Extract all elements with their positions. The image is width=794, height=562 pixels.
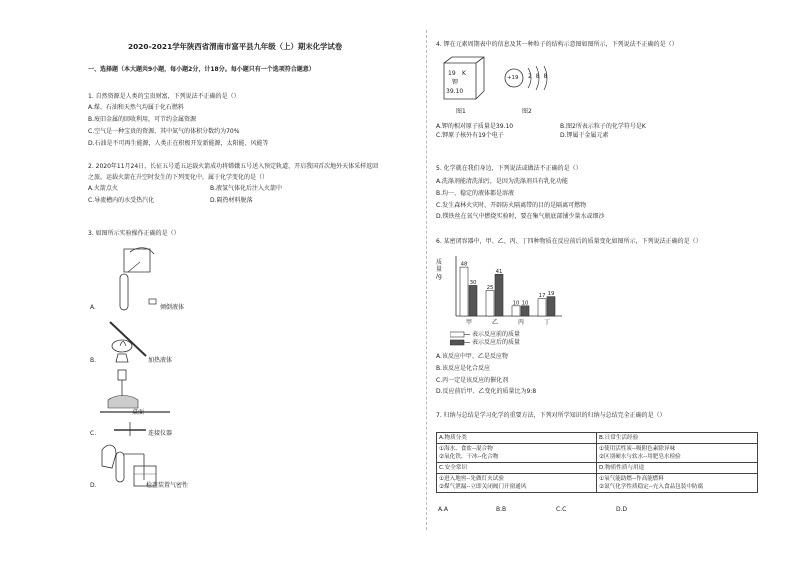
cell-c-head: C.安全常识 <box>439 465 468 471</box>
data-label-甲-before: 48 <box>460 261 468 268</box>
bar-丙-after <box>521 306 529 316</box>
q5-option-d: D.镁铁丝在氧气中燃烧实验时，要在集气瓶底部铺少量水或细沙 <box>436 213 605 220</box>
q5-option-b: B.均一、稳定的液体都是溶液 <box>436 190 515 197</box>
bar-丁-before <box>538 299 546 316</box>
q6-stem: 6. 某密闭容器中，甲、乙、丙、丁四种物质在反应前后的质量变化如图所示，下列说法正确的是（） <box>436 238 702 245</box>
data-label-甲-after: 30 <box>469 279 477 286</box>
cell-c-body <box>437 474 597 493</box>
data-label-丁-after: 19 <box>547 291 555 298</box>
q4-option-c: C.钾原子核外有19个电子 <box>436 132 504 139</box>
bar-丙-before <box>512 306 520 316</box>
category-label-丙: 丙 <box>517 319 525 326</box>
cell-a-body <box>437 444 597 463</box>
tile-atomic-number: 19 <box>448 70 456 77</box>
q7-stem: 7. 归纳与总结是学习化学的重要方法，下列对所学知识的归纳与总结完全正确的是（） <box>436 412 666 419</box>
q3-option-d-label: D. <box>90 482 97 489</box>
cell-d-body <box>597 474 758 493</box>
tile-name: 钾 <box>452 79 459 86</box>
q6-option-b: B.该反应是化合反应 <box>436 365 491 372</box>
q3-option-d-text: 检查装置气密性 <box>146 482 189 489</box>
element-tile-illustration <box>438 55 488 103</box>
bottle-stopper-icon <box>148 298 158 306</box>
cell-b-line1: ①使用活性炭--吸附色素除异味 <box>599 446 676 452</box>
data-label-乙-before: 25 <box>486 285 494 292</box>
bar-甲-before <box>460 267 468 316</box>
q5-option-c: C.发生森林火灾时，开辟防火隔离带的目的是隔离可燃物 <box>436 202 587 209</box>
q3-option-b-text: 加热液体 <box>148 357 173 364</box>
q2-option-c: C.导流槽内的水受热汽化 <box>88 197 155 204</box>
bar-乙-before <box>486 291 494 316</box>
data-label-丙-after: 10 <box>521 300 529 307</box>
column-divider <box>426 30 427 530</box>
legend-after-label: 表示反应后的质量 <box>472 339 521 346</box>
bar-乙-after <box>495 274 503 316</box>
q3-option-b-label: B. <box>90 357 97 364</box>
q4-stem: 4. 钾在元素周期表中的信息及其一种粒子的结构示意图如图所示，下列说法不正确的是（） <box>436 41 678 48</box>
cell-c-line1: ①进入地窖--先做灯火试验 <box>439 476 504 482</box>
cell-d-head: D.物质性质与用途 <box>599 465 645 471</box>
q2-option-a: A.火箭点火 <box>88 185 118 192</box>
cell-c-line2: ②煤气泄漏--立即关闭阀门开窗通风 <box>439 484 527 490</box>
cell-c <box>437 463 597 474</box>
bar-甲-after <box>469 285 477 316</box>
cell-b-line2: ②区别硬水与软水--用肥皂水检验 <box>599 454 681 460</box>
cell-a <box>437 433 597 444</box>
chart-y-label-3: /g <box>436 273 442 280</box>
q1-option-b: B.废旧金属的回收利用，可节约金属资源 <box>88 116 197 123</box>
q6-option-d: D.反应前后甲、乙变化的质量比为9:8 <box>436 388 537 395</box>
legend-swatch-before <box>450 332 464 337</box>
q6-option-a: A.该反应中甲、乙是反应物 <box>436 353 508 360</box>
figure-2-caption: 图2 <box>522 108 532 115</box>
cell-b <box>597 433 758 444</box>
q5-option-a: A.洗涤剂能清洗油污，是因为洗涤剂具有乳化功能 <box>436 178 568 185</box>
q7-option-a: A.A <box>438 506 449 513</box>
q3-stem: 3. 如图所示实验操作正确的是（） <box>88 230 180 237</box>
connecting-apparatus-illustration <box>100 368 170 428</box>
cell-a-head: A.物质分类 <box>439 435 467 441</box>
q1-option-a: A.煤、石油和天然气均属于化石燃料 <box>88 104 184 111</box>
data-label-丙-before: 10 <box>512 300 520 307</box>
atom-nucleus-charge: +19 <box>507 75 519 81</box>
q2-option-d: D.隔热材料脱落 <box>210 197 253 204</box>
q3-option-c-table: 桌面 <box>132 409 145 416</box>
atom-shells: 2 8 8 <box>528 73 549 80</box>
q1-option-c: C.空气是一种宝贵的资源，其中氮气的体积分数约为70% <box>88 128 240 135</box>
tile-mass: 39.10 <box>446 88 464 95</box>
knowledge-summary-table <box>436 432 758 493</box>
cell-b-body <box>597 444 758 463</box>
q4-option-b: B.图2所表示粒子的化学符号是K <box>560 123 646 130</box>
q2-stem-line1: 2. 2020年11月24日，长征五号遥五运载火箭成功将嫦娥五号送入预定轨道，开启我国首次地外天体采样返回 <box>88 163 379 170</box>
chart-y-label-2: 量 <box>436 266 443 273</box>
category-label-乙: 乙 <box>491 319 499 326</box>
q3-option-c-label: C. <box>90 430 97 437</box>
data-label-乙-after: 41 <box>495 268 503 275</box>
q3-option-a-label: A. <box>90 304 96 311</box>
category-label-丁: 丁 <box>543 319 551 326</box>
q7-option-b: B.B <box>496 506 507 513</box>
q7-option-d: D.D <box>616 506 628 513</box>
cell-b-head: B.日常生活经验 <box>599 435 639 441</box>
cell-d-line1: ①氧气能助燃--作高能燃料 <box>599 476 664 482</box>
cell-d-line2: ②氮气化学性质稳定--充入食品包装中防腐 <box>599 484 704 490</box>
cell-a-line1: ①海水、食盐--混合物 <box>439 446 493 452</box>
q4-option-d: D.钾属于金属元素 <box>560 132 609 139</box>
tube-connector-illustration <box>110 420 150 438</box>
q7-option-c: C.C <box>556 506 567 513</box>
q2-option-b: B.液氢气体化后注入火箭中 <box>210 185 283 192</box>
q2-stem-line2: 之旅。运载火箭在升空时发生的下列变化中，属于化学变化的是（） <box>88 174 269 181</box>
section-heading: 一、选择题（本大题共9小题，每小题2分，计18分。每小题只有一个选项符合题意） <box>88 66 315 73</box>
q6-option-c: C.丙一定是该反应的催化剂 <box>436 377 509 384</box>
q4-option-a: A.钾的相对原子质量是39.10 <box>436 123 514 130</box>
cell-a-line2: ②氧化铁、干冰--化合物 <box>439 454 499 460</box>
bar-丁-after <box>547 297 555 316</box>
legend-before-label: 表示反应前的质量 <box>472 331 521 338</box>
exam-title: 2020-2021学年陕西省渭南市富平县九年级（上）期末化学试卷 <box>128 42 343 51</box>
q5-stem: 5. 化学就在我们身边，下列说法或做法不正确的是（） <box>436 165 582 172</box>
q3-option-a-text: 倾倒液体 <box>160 304 185 311</box>
mass-change-bar-chart <box>446 252 566 330</box>
tile-symbol: K <box>462 70 466 77</box>
q1-option-d: D.石油是不可再生能源，人类正在积极开发新能源，太阳能、风能等 <box>88 140 269 147</box>
legend-swatch-after <box>450 340 464 345</box>
chart-y-label-1: 质 <box>436 259 443 266</box>
category-label-甲: 甲 <box>465 319 473 326</box>
figure-1-caption: 图1 <box>456 108 466 115</box>
data-label-丁-before: 17 <box>538 293 546 300</box>
q1-stem: 1. 自然资源是人类的宝贵财富，下列说法不正确的是（） <box>88 93 240 100</box>
q3-option-c-text: 连接仪器 <box>148 430 173 437</box>
cell-d <box>597 463 758 474</box>
